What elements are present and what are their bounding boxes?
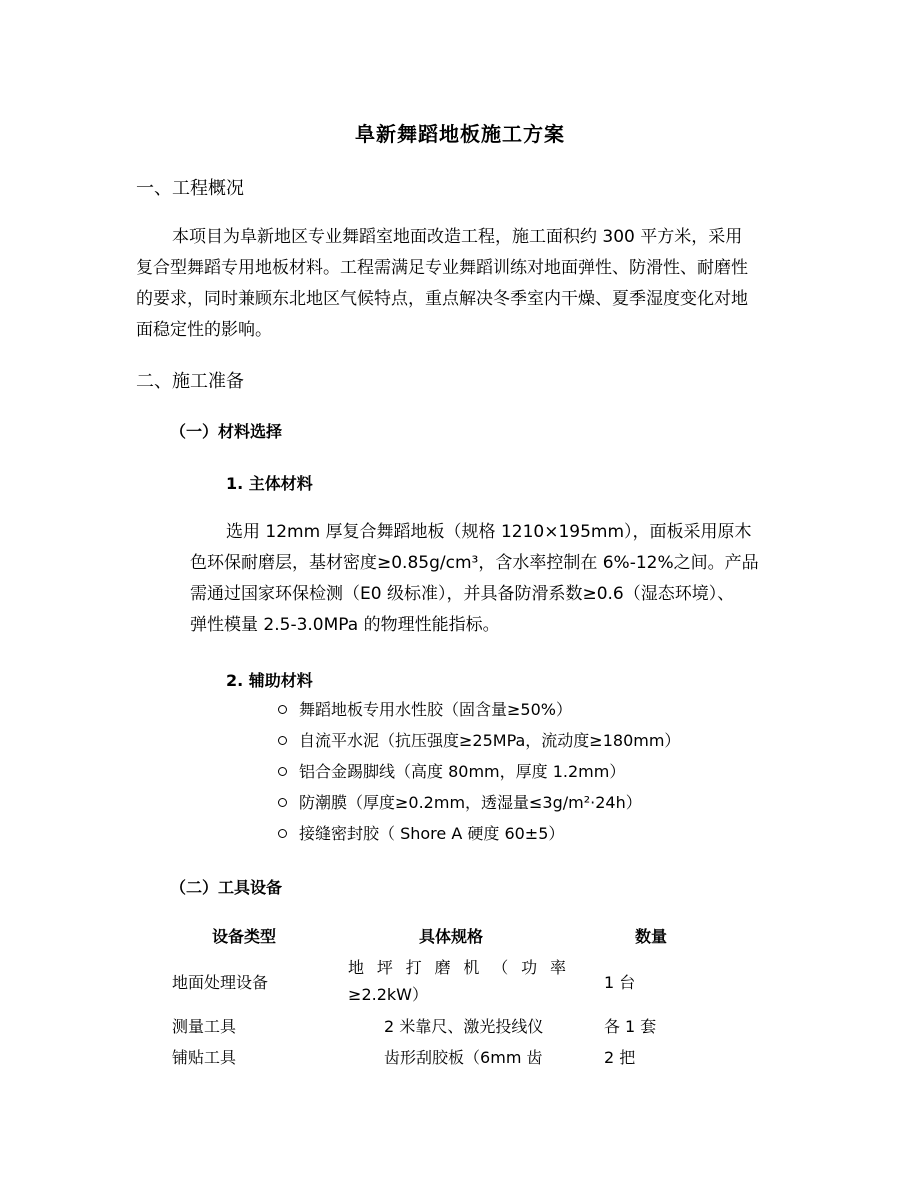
cell-type: 地面处理设备 [172,972,269,992]
main-materials-heading: 1. 主体材料 [226,474,313,493]
document-title: 阜新舞蹈地板施工方案 [355,122,565,146]
cell-qty: 2 把 [603,1048,636,1067]
spec-line-1: 地坪打磨机（功率 [348,958,566,977]
header-quantity: 数量 [634,926,667,946]
overview-line-2: 复合型舞蹈专用地板材料。工程需满足专业舞蹈训练对地面弹性、防滑性、耐磨性 [136,258,748,278]
aux-materials-list [278,694,680,849]
list-item: 接缝密封胶（ Shore A 硬度 60±5） [278,818,680,849]
header-specification: 具体规格 [418,926,483,946]
main-materials-line-2: 色环保耐磨层，基材密度≥0.85g/cm³，含水率控制在 6%-12%之间。产品 [190,553,759,573]
overview-line-3: 的要求，同时兼顾东北地区气候特点，重点解决冬季室内干燥、夏季湿度变化对地 [136,289,748,309]
hollow-circle-bullet-icon [278,736,287,745]
spec-line-2: ≥2.2kW） [348,985,428,1004]
section-heading-overview: 一、工程概况 [136,178,244,199]
main-materials-line-3: 需通过国家环保检测（E0 级标准），并具备防滑系数≥0.6（湿态环境）、 [190,584,735,604]
table-row [164,952,724,1010]
cell-spec [324,952,578,1010]
overview-line-4: 面稳定性的影响。 [136,320,272,340]
list-item: 防潮膜（厚度≥0.2mm，透湿量≤3g/m²·24h） [278,787,680,818]
cell-spec: 齿形刮胶板（6mm 齿 [384,1048,543,1067]
cell-qty: 各 1 套 [603,1017,657,1036]
table-header-row [164,918,724,952]
section-heading-preparation: 二、施工准备 [136,371,244,392]
cell-type: 测量工具 [172,1017,237,1036]
table-row [164,1041,724,1072]
main-materials-line-1: 选用 12mm 厚复合舞蹈地板（规格 1210×195mm），面板采用原木 [226,522,752,542]
list-item: 舞蹈地板专用水性胶（固含量≥50%） [278,694,680,725]
tools-table [164,918,724,1072]
table-row [164,1010,724,1041]
main-materials-line-4: 弹性模量 2.5-3.0MPa 的物理性能指标。 [190,615,500,635]
hollow-circle-bullet-icon [278,798,287,807]
header-equipment-type: 设备类型 [212,926,277,946]
cell-spec: 2 米靠尺、激光投线仪 [384,1017,544,1036]
aux-materials-heading: 2. 辅助材料 [226,671,313,690]
overview-line-1: 本项目为阜新地区专业舞蹈室地面改造工程，施工面积约 300 平方米，采用 [172,227,743,247]
hollow-circle-bullet-icon [278,767,287,776]
cell-type: 铺贴工具 [172,1048,237,1067]
subsection-heading-materials: （一）材料选择 [170,422,283,441]
list-item: 铝合金踢脚线（高度 80mm，厚度 1.2mm） [278,756,680,787]
list-item: 自流平水泥（抗压强度≥25MPa，流动度≥180mm） [278,725,680,756]
cell-qty: 1 台 [603,972,636,992]
subsection-heading-tools: （二）工具设备 [170,878,283,897]
hollow-circle-bullet-icon [278,705,287,714]
hollow-circle-bullet-icon [278,829,287,838]
